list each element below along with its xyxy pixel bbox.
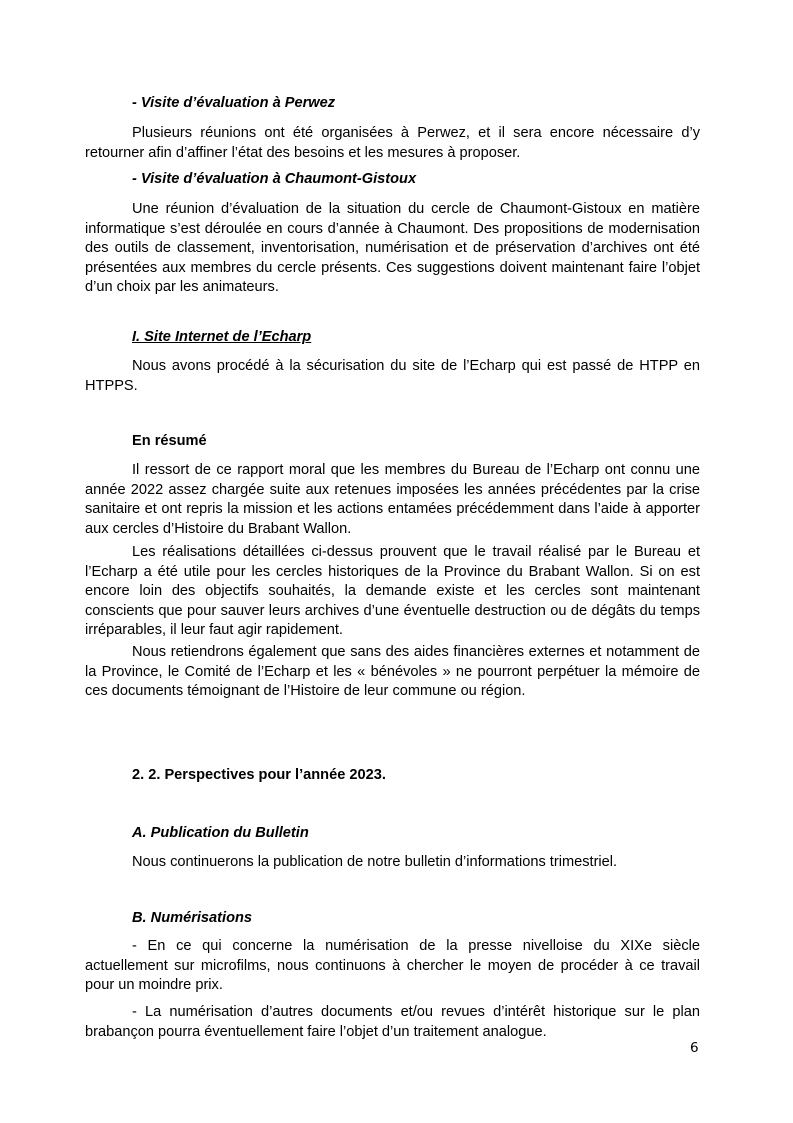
paragraph-numerisation-1: [85, 937, 700, 996]
heading-publication-bulletin: A. Publication du Bulletin: [132, 825, 309, 841]
paragraph-text: Il ressort de ce rapport moral que les membres du Bureau de l’Echarp ont connu une année 2022 assez chargée suite aux retenues imposées les années précédentes par la crise sanitaire et ont repris la mission et les actions entamées précédemment dans l’aide à apporter aux cercles d’Histoire du Brabant Wallon.: [85, 462, 700, 537]
paragraph-text: Les réalisations détaillées ci-dessus prouvent que le travail réalisé par le Bureau et l’Echarp a été utile pour les cercles historiques de la Province du Brabant Wallon. Si on est encore loin des objectifs souhaités, la demande existe et les cercles sont maintenant conscients que pour sauver leurs archives d’une éventuelle destruction ou de dégâts du temps irréparables, il leur faut agir rapidement.: [85, 544, 700, 639]
paragraph-chaumont: [85, 200, 700, 298]
paragraph-resume-1: [85, 461, 700, 539]
paragraph-perwez: [85, 124, 700, 163]
paragraph-text: Plusieurs réunions ont été organisées à Perwez, et il sera encore nécessaire d’y retourner afin d’affiner l’état des besoins et les mesures à proposer.: [85, 125, 700, 161]
paragraph-text: Une réunion d’évaluation de la situation du cercle de Chaumont-Gistoux en matière informatique s’est déroulée en cours d’année à Chaumont. Des propositions de modernisation des outils de classement, inventorisation, numérisation et de préservation d’archives ont été présentées aux membres du cercle présents. Ces suggestions doivent maintenant faire l’objet d’un choix par les animateurs.: [85, 201, 700, 296]
heading-perspectives-2023: 2. 2. Perspectives pour l’année 2023.: [132, 767, 386, 783]
heading-numerisations: B. Numérisations: [132, 910, 253, 926]
paragraph-site-internet: [85, 357, 700, 396]
paragraph-bulletin: Nous continuerons la publication de notre bulletin d’informations trimestriel.: [132, 854, 618, 870]
heading-visite-chaumont: - Visite d’évaluation à Chaumont-Gistoux: [132, 171, 417, 187]
paragraph-text: - En ce qui concerne la numérisation de la presse nivelloise du XIXe siècle actuellement sur microfilms, nous continuons à chercher le moyen de procéder à ce travail pour un moindre prix.: [85, 938, 700, 994]
paragraph-text: Nous retiendrons également que sans des aides financières externes et notamment de la Province, le Comité de l’Echarp et les « bénévoles » ne pourront perpétuer la mémoire de ces documents témoignant de l’Histoire de leur commune ou région.: [85, 644, 700, 700]
paragraph-text: - La numérisation d’autres documents et/ou revues d’intérêt historique sur le plan brabançon pourra éventuellement faire l’objet d’un traitement analogue.: [85, 1004, 700, 1040]
heading-en-resume: En résumé: [132, 433, 207, 449]
paragraph-resume-3: [85, 643, 700, 702]
page-number: 6: [690, 1040, 699, 1056]
heading-site-internet: I. Site Internet de l’Echarp: [132, 329, 312, 345]
heading-visite-perwez: - Visite d’évaluation à Perwez: [132, 95, 336, 111]
paragraph-numerisation-2: [85, 1003, 700, 1042]
paragraph-text: Nous avons procédé à la sécurisation du site de l’Echarp qui est passé de HTPP en HTPPS.: [85, 358, 700, 394]
paragraph-resume-2: [85, 543, 700, 641]
